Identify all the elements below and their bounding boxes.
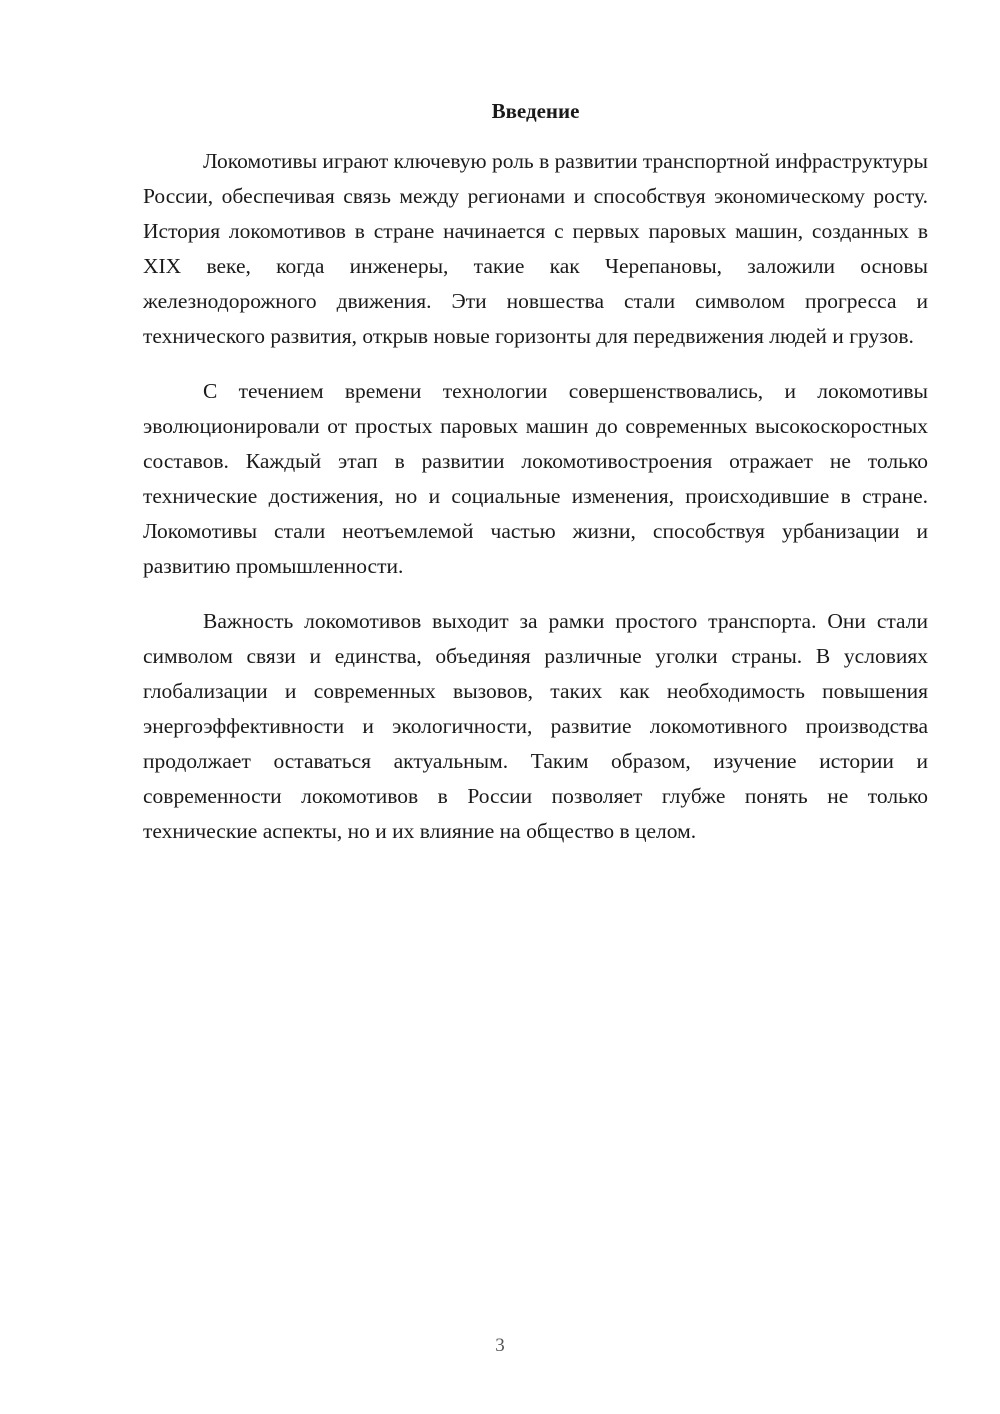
section-heading: Введение xyxy=(491,99,580,123)
body-text xyxy=(143,144,928,869)
paragraph-1: Локомотивы играют ключевую роль в развитии транспортной инфраструктуры России, обеспечивая связь между регионами и способствуя экономическому росту. История локомотивов в стране начинается с первых паровых машин, созданных в XIX веке, когда инженеры, такие как Черепановы, заложили основы железнодорожного движения. Эти новшества стали символом прогресса и технического развития, открыв новые горизонты для передвижения людей и грузов. xyxy=(143,149,928,348)
paragraph-2: С течением времени технологии совершенствовались, и локомотивы эволюционировали от простых паровых машин до современных высокоскоростных составов. Каждый этап в развитии локомотивостроения отражает не только технические достижения, но и социальные изменения, происходившие в стране. Локомотивы стали неотъемлемой частью жизни, способствуя урбанизации и развитию промышленности. xyxy=(143,379,928,578)
paragraph-3: Важность локомотивов выходит за рамки простого транспорта. Они стали символом связи и единства, объединяя различные уголки страны. В условиях глобализации и современных вызовов, таких как необходимость повышения энергоэффективности и экологичности, развитие локомотивного производства продолжает оставаться актуальным. Таким образом, изучение истории и современности локомотивов в России позволяет глубже понять не только технические аспекты, но и их влияние на общество в целом. xyxy=(143,609,928,843)
page-number: 3 xyxy=(495,1335,505,1356)
